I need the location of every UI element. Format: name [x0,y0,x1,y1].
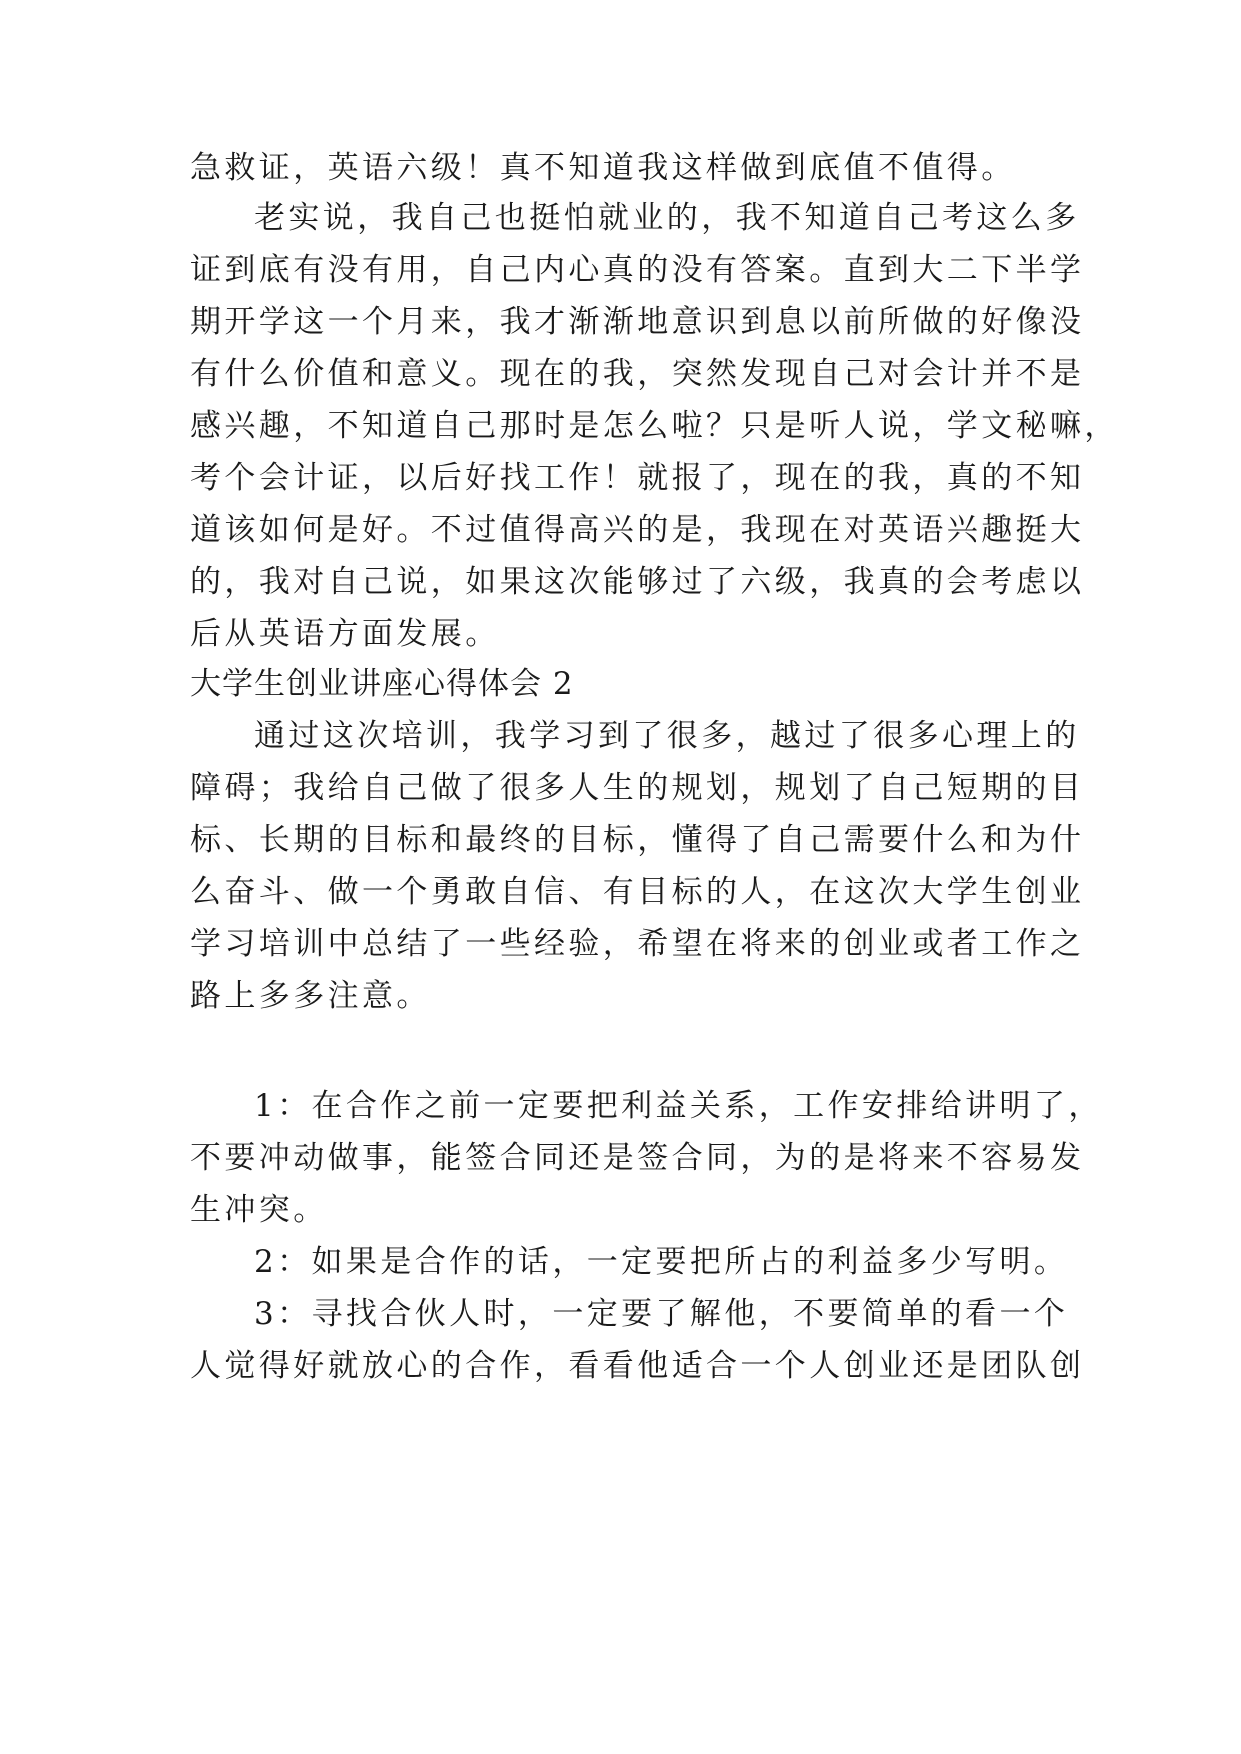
paragraph-line: 3：寻找合伙人时，一定要了解他，不要简单的看一个 [254,1296,1069,1332]
paragraph-line: 急救证，英语六级！真不知道我这样做到底值不值得。 [190,150,1016,186]
paragraph-line: 感兴趣，不知道自己那时是怎么啦？只是听人说，学文秘嘛， [190,408,1119,444]
paragraph-line: 证到底有没有用，自己内心真的没有答案。直到大二下半学 [190,252,1085,288]
paragraph-line: 2：如果是合作的话，一定要把所占的利益多少写明。 [254,1244,1069,1280]
paragraph-line: 1：在合作之前一定要把利益关系，工作安排给讲明了， [254,1088,1103,1124]
paragraph-line: 人觉得好就放心的合作，看看他适合一个人创业还是团队创 [190,1348,1085,1384]
paragraph-line: 学习培训中总结了一些经验，希望在将来的创业或者工作之 [190,926,1085,962]
paragraph-line: 么奋斗、做一个勇敢自信、有目标的人，在这次大学生创业 [190,874,1085,910]
paragraph-line: 考个会计证，以后好找工作！就报了，现在的我，真的不知 [190,460,1085,496]
paragraph-line: 的，我对自己说，如果这次能够过了六级，我真的会考虑以 [190,564,1085,600]
paragraph-line: 期开学这一个月来，我才渐渐地意识到息以前所做的好像没 [190,304,1085,340]
paragraph-line: 老实说，我自己也挺怕就业的，我不知道自己考这么多 [254,200,1080,236]
paragraph-line: 有什么价值和意义。现在的我，突然发现自己对会计并不是 [190,356,1085,392]
paragraph-line: 不要冲动做事，能签合同还是签合同，为的是将来不容易发 [190,1140,1085,1176]
paragraph-line: 障碍；我给自己做了很多人生的规划，规划了自己短期的目 [190,770,1085,806]
paragraph-line: 标、长期的目标和最终的目标，懂得了自己需要什么和为什 [190,822,1085,858]
paragraph-line: 通过这次培训，我学习到了很多，越过了很多心理上的 [254,718,1080,754]
paragraph-line: 后从英语方面发展。 [190,616,500,652]
paragraph-line: 路上多多注意。 [190,978,431,1014]
paragraph-line: 道该如何是好。不过值得高兴的是，我现在对英语兴趣挺大 [190,512,1085,548]
paragraph-line: 生冲突。 [190,1192,328,1228]
section-heading: 大学生创业讲座心得体会 2 [190,666,574,702]
